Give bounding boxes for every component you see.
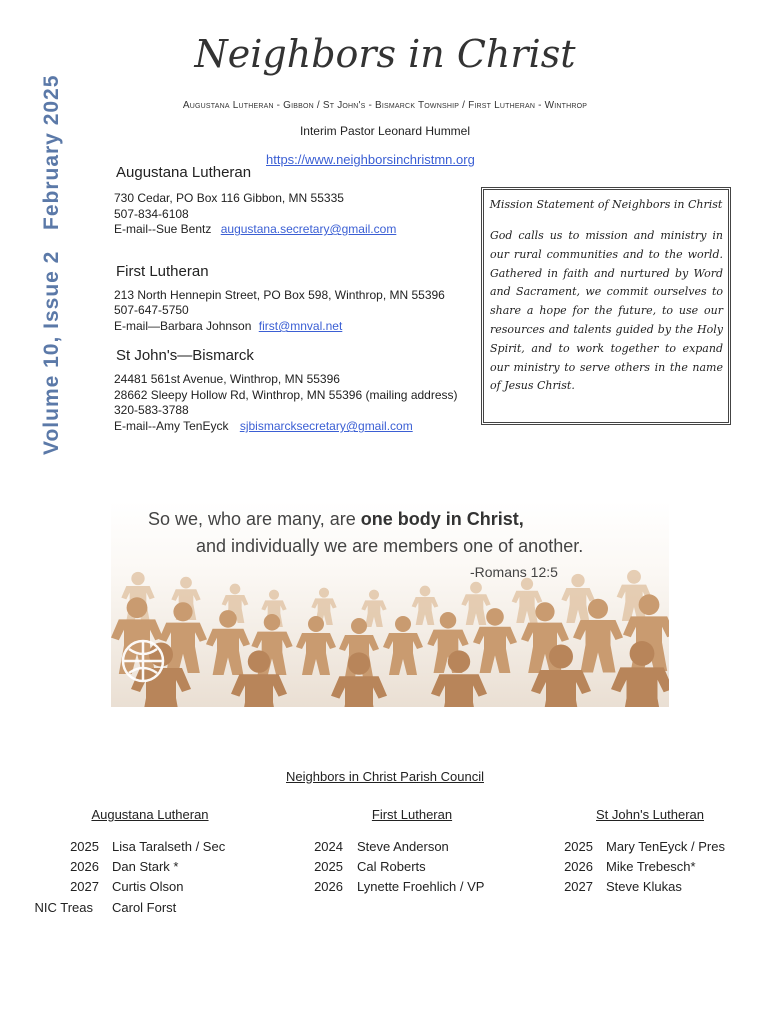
council-member: Lynette Froehlich / VP [357, 879, 485, 894]
church-name-first: First Lutheran [116, 263, 209, 280]
council-heading-stjohns: St John's Lutheran [596, 807, 704, 822]
email-link[interactable]: sjbismarcksecretary@gmail.com [239, 419, 413, 433]
phone-line: 320-583-3788 [114, 403, 189, 417]
bible-quote-line-2: and individually we are members one of another. [196, 536, 584, 556]
church-name-stjohns: St John's—Bismarck [116, 347, 254, 364]
council-member: Mike Trebesch* [606, 859, 696, 874]
newsletter-title: Neighbors in Christ [194, 32, 576, 76]
parishes-line: Augustana Lutheran - Gibbon / St John's - Bismarck Township / First Lutheran - Winthrop [182, 100, 588, 111]
mission-statement-box [481, 187, 731, 425]
council-member: Steve Anderson [357, 839, 449, 854]
council-year: 2026 [564, 859, 593, 874]
council-role: NIC Treas [34, 900, 93, 915]
quote-emphasis: one body in Christ, [360, 509, 524, 529]
volume-issue: Volume 10, Issue 2 [40, 250, 63, 455]
mission-title: Mission Statement of Neighbors in Christ [489, 198, 723, 211]
phone-line: 507-834-6108 [114, 207, 189, 221]
mission-text: God calls us to mission and ministry in our rural communities and to the world. Gathered in faith and nurtured by Word and Sacrament, we commit ourselves to share a hope for the future, to use our resources and talents guided by the Holy Spirit, and to work together to expand our ministry to serve others in the name of Jesus Christ. [490, 229, 723, 393]
email-link[interactable]: augustana.secretary@gmail.com [220, 222, 397, 236]
cross-logo-icon [123, 641, 163, 681]
council-member: Steve Klukas [606, 879, 682, 894]
issue-date: February 2025 [40, 74, 63, 230]
phone-line: 507-647-5750 [114, 303, 189, 317]
council-year: 2025 [314, 859, 343, 874]
council-year: 2027 [564, 879, 593, 894]
website-link[interactable]: https://www.neighborsinchristmn.org [266, 152, 475, 167]
council-member: Lisa Taralseth / Sec [112, 839, 226, 854]
council-year: 2025 [70, 839, 99, 854]
bible-reference: -Romans 12:5 [470, 564, 558, 580]
council-member: Curtis Olson [112, 879, 184, 894]
church-name-augustana: Augustana Lutheran [116, 164, 252, 181]
council-heading-first: First Lutheran [371, 807, 453, 822]
council-member: Carol Forst [112, 900, 177, 915]
bible-quote-line-1 [148, 509, 524, 530]
pastor-name: Interim Pastor Leonard Hummel [299, 124, 471, 138]
email-label: E-mail—Barbara Johnson [114, 319, 252, 333]
email-line [114, 222, 396, 236]
council-year: 2026 [314, 879, 343, 894]
email-label: E-mail--Amy TenEyck [114, 419, 229, 433]
email-link[interactable]: first@mnval.net [258, 319, 343, 333]
email-line [114, 319, 342, 333]
paper-people-image [111, 501, 669, 707]
council-heading-augustana: Augustana Lutheran [91, 807, 209, 822]
email-line [114, 419, 413, 433]
council-year: 2026 [70, 859, 99, 874]
council-year: 2027 [70, 879, 99, 894]
address-line: 730 Cedar, PO Box 116 Gibbon, MN 55335 [114, 191, 344, 205]
council-member: Dan Stark * [112, 859, 179, 874]
council-title: Neighbors in Christ Parish Council [286, 769, 484, 784]
mailing-address-line: 28662 Sleepy Hollow Rd, Winthrop, MN 55396 (mailing address) [114, 388, 458, 402]
council-year: 2025 [564, 839, 593, 854]
address-line: 24481 561st Avenue, Winthrop, MN 55396 [114, 372, 340, 386]
email-label: E-mail--Sue Bentz [114, 222, 212, 236]
council-member: Cal Roberts [357, 859, 426, 874]
address-line: 213 North Hennepin Street, PO Box 598, Winthrop, MN 55396 [114, 288, 445, 302]
council-year: 2024 [314, 839, 343, 854]
quote-text: So we, who are many, are [148, 509, 361, 529]
council-member: Mary TenEyck / Pres [606, 839, 725, 854]
